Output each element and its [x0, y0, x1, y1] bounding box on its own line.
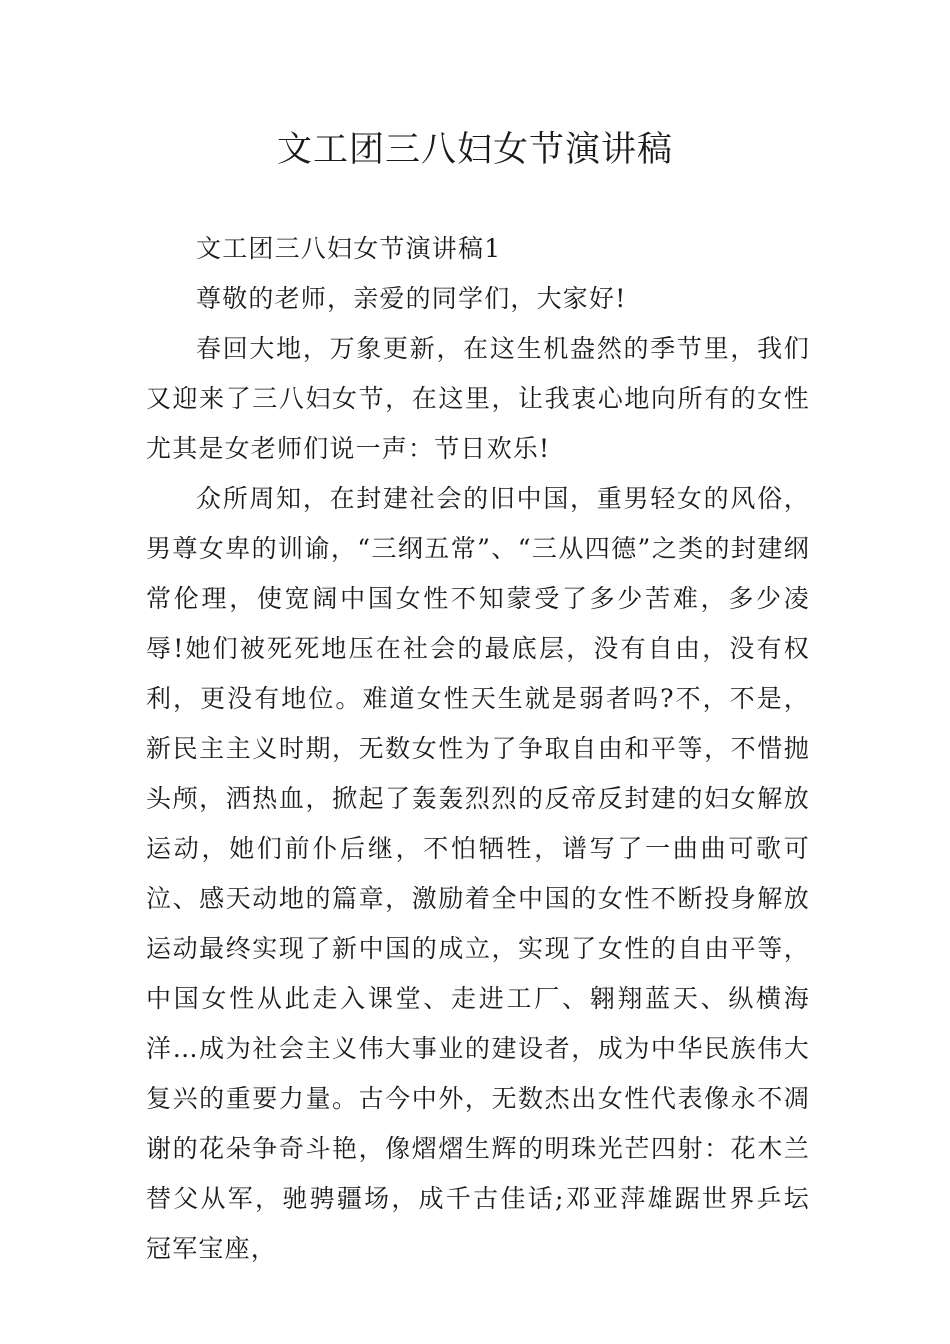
document-title: 文工团三八妇女节演讲稿 [276, 130, 673, 170]
paragraph-greeting: 尊敬的老师，亲爱的同学们，大家好! [196, 284, 627, 313]
paragraph-history: 众所周知，在封建社会的旧中国，重男轻女的风俗，男尊女卑的训谕，“三纲五常”、“三从四德”之类的封建纲常伦理，使宽阔中国女性不知蒙受了多少苦难，多少凌辱!她们被死死地压在社会的最底层，没有自由，没有权利，更没有地位。难道女性天生就是弱者吗?不，不是，新民主主义时期，无数女性为了争取自由和平等，不惜抛头颅，洒热血，掀起了轰轰烈烈的反帝反封建的妇女解放运动，她们前仆后继，不怕牺牲，谱写了一曲曲可歌可泣、感天动地的篇章，激励着全中国的女性不断投身解放运动最终实现了新中国的成立，实现了女性的自由平等，中国女性从此走入课堂、走进工厂、翱翔蓝天、纵横海洋…成为社会主义伟大事业的建设者，成为中华民族伟大复兴的重要力量。古今中外，无数杰出女性代表像永不凋谢的花朵争奇斗艳，像熠熠生辉的明珠光芒四射：花木兰替父从军，驰骋疆场，成千古佳话;邓亚萍雄踞世界乒坛冠军宝座， [146, 484, 810, 1263]
document-body [146, 224, 810, 1274]
paragraph-heading: 文工团三八妇女节演讲稿1 [196, 234, 502, 263]
paragraph-spring: 春回大地，万象更新，在这生机盎然的季节里，我们又迎来了三八妇女节，在这里，让我衷心地向所有的女性尤其是女老师们说一声：节日欢乐! [146, 334, 810, 463]
